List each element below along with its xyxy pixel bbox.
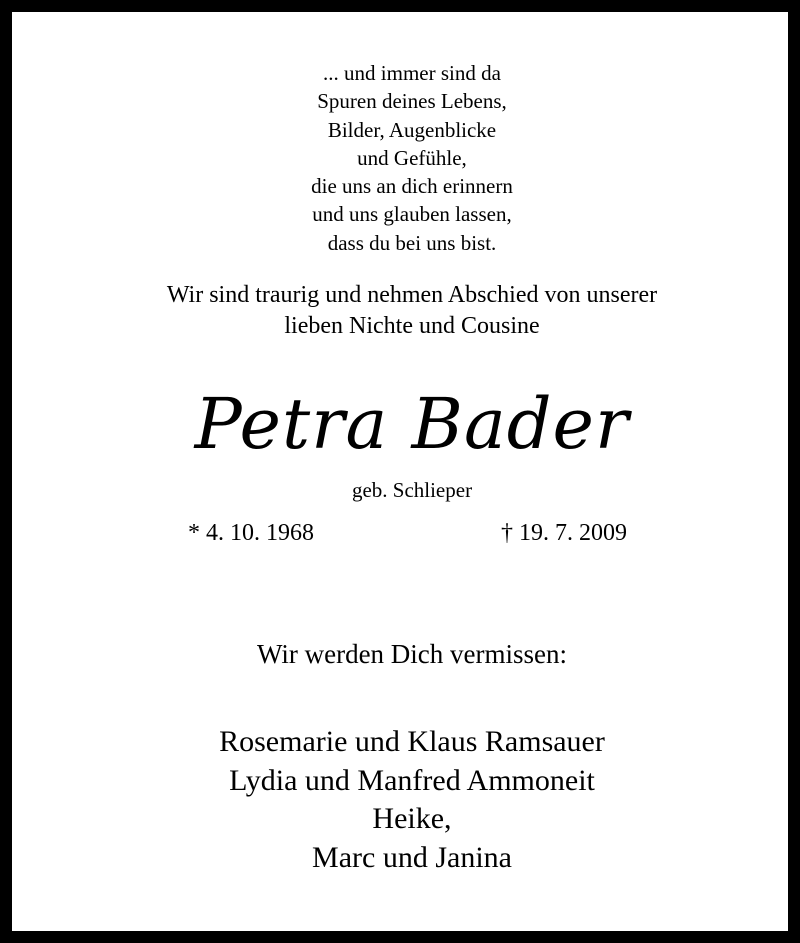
memorial-poem [12,59,800,257]
poem-line: dass du bei uns bist. [327,230,497,255]
maiden-name: geb. Schlieper [351,478,473,502]
farewell-line: lieben Nichte und Cousine [284,313,540,339]
farewell-line: Wir sind traurig und nehmen Abschied von unserer [166,282,658,308]
mourner-line: Rosemarie und Klaus Ramsauer [219,725,605,758]
poem-line: Spuren deines Lebens, [317,89,507,114]
mourner-line: Lydia und Manfred Ammoneit [229,763,595,797]
birth-date: * 4. 10. 1968 [188,520,314,546]
poem-line: und uns glauben lassen, [312,202,512,227]
poem-line: die uns an dich erinnern [311,174,513,199]
mourner-line: Heike, [372,802,452,835]
poem-line: ... und immer sind da [323,61,501,85]
deceased-name: Petra Bader [194,383,630,465]
death-date: † 19. 7. 2009 [501,520,627,546]
closing-heading: Wir werden Dich vermissen: [256,639,568,669]
poem-line: und Gefühle, [357,145,467,170]
poem-line: Bilder, Augenblicke [327,117,497,142]
mourners-list [12,723,800,877]
mourner-line: Marc und Janina [312,840,512,874]
farewell-statement [12,280,800,342]
